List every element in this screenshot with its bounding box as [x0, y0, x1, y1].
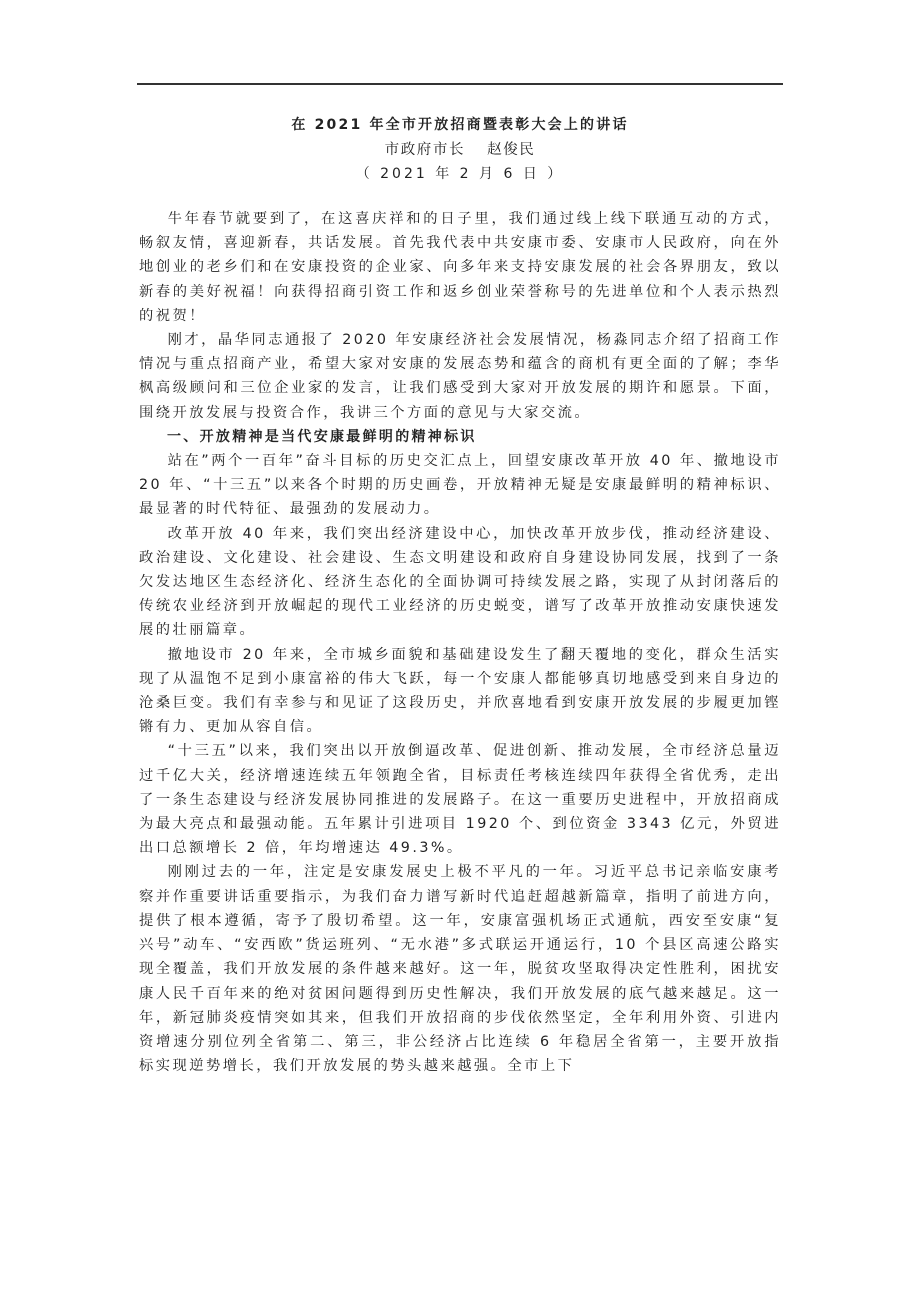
author-name: 赵俊民 [487, 142, 536, 158]
author-role: 市政府市长 [384, 142, 466, 158]
section-heading-1: 一、开放精神是当代安康最鲜明的精神标识 [167, 428, 477, 445]
section-paragraph: 撤地设市 20 年来，全市城乡面貌和基础建设发生了翻天覆地的变化，群众生活实现了从温饱不足到小康富裕的伟大飞跃，每一个安康人都能够真切地感受到来自身边的沧桑巨变。我们有幸参与和见证了这段历史，并欣喜地看到安康开放发展的步履更加铿锵有力、更加从容自信。 [139, 646, 781, 736]
section-paragraph: 改革开放 40 年来，我们突出经济建设中心，加快改革开放步伐，推动经济建设、政治建设、文化建设、社会建设、生态文明建设和政府自身建设协同发展，找到了一条欠发达地区生态经济化、经济生态化的全面协调可持续发展之路，实现了从封闭落后的传统农业经济到开放崛起的现代工业经济的历史蜕变，谱写了改革开放推动安康快速发展的壮丽篇章。 [139, 525, 781, 639]
document-header [137, 112, 783, 186]
document-title: 在 2021 年全市开放招商暨表彰大会上的讲话 [291, 117, 629, 133]
paragraph-introduction: 刚才，晶华同志通报了 2020 年安康经济社会发展情况，杨淼同志介绍了招商工作情况与重点招商产业，希望大家对安康的发展态势和蕴含的商机有更全面的了解；李华枫高级顾问和三位企业家的发言，让我们感受到大家对开放发展的期许和愿景。下面，围绕开放发展与投资合作，我讲三个方面的意见与大家交流。 [139, 332, 781, 421]
author-byline [137, 138, 783, 162]
paragraph-greeting: 牛年春节就要到了，在这喜庆祥和的日子里，我们通过线上线下联通互动的方式，畅叙友情，喜迎新春，共话发展。首先我代表中共安康市委、安康市人民政府，向在外地创业的老乡们和在安康投资的企业家、向多年来支持安康发展的社会各界朋友，致以新春的美好祝福！向获得招商引资工作和返乡创业荣誉称号的先进单位和个人表示热烈的祝贺！ [139, 211, 781, 324]
section-paragraph: “十三五”以来，我们突出以开放倒逼改革、促进创新、推动发展，全市经济总量迈过千亿大关，经济增速连续五年领跑全省，目标责任考核连续四年获得全省优秀，走出了一条生态建设与经济发展协同推进的发展路子。在这一重要历史进程中，开放招商成为最大亮点和最强动能。五年累计引进项目 1920 个、到位资金 3343 亿元，外贸进出口总额增长 2 倍，年均增速达 49.3%。 [139, 743, 781, 857]
speech-date: （ 2021 年 2 月 6 日 ） [355, 166, 565, 182]
document-body [139, 207, 781, 1078]
section-paragraph: 站在”两个一百年”奋斗目标的历史交汇点上，回望安康改革开放 40 年、撤地设市 20 年、“十三五”以来各个时期的历史画卷，开放精神无疑是安康最鲜明的精神标识、最显著的时代特征、最强劲的发展动力。 [139, 453, 781, 518]
top-divider [137, 83, 783, 85]
section-paragraph: 刚刚过去的一年，注定是安康发展史上极不平凡的一年。习近平总书记亲临安康考察并作重要讲话重要指示，为我们奋力谱写新时代追赶超越新篇章，指明了前进方向，提供了根本遵循，寄予了殷切希望。这一年，安康富强机场正式通航，西安至安康“复兴号”动车、“安西欧”货运班列、“无水港”多式联运开通运行，10 个县区高速公路实现全覆盖，我们开放发展的条件越来越好。这一年，脱贫攻坚取得决定性胜利，困扰安康人民千百年来的绝对贫困问题得到历史性解决，我们开放发展的底气越来越足。这一年，新冠肺炎疫情突如其来，但我们开放招商的步伐依然坚定，全年利用外资、引进内资增速分别位列全省第二、第三，非公经济占比连续 6 年稳居全省第一，主要开放指标实现逆势增长，我们开放发展的势头越来越强。全市上下 [139, 864, 781, 1075]
